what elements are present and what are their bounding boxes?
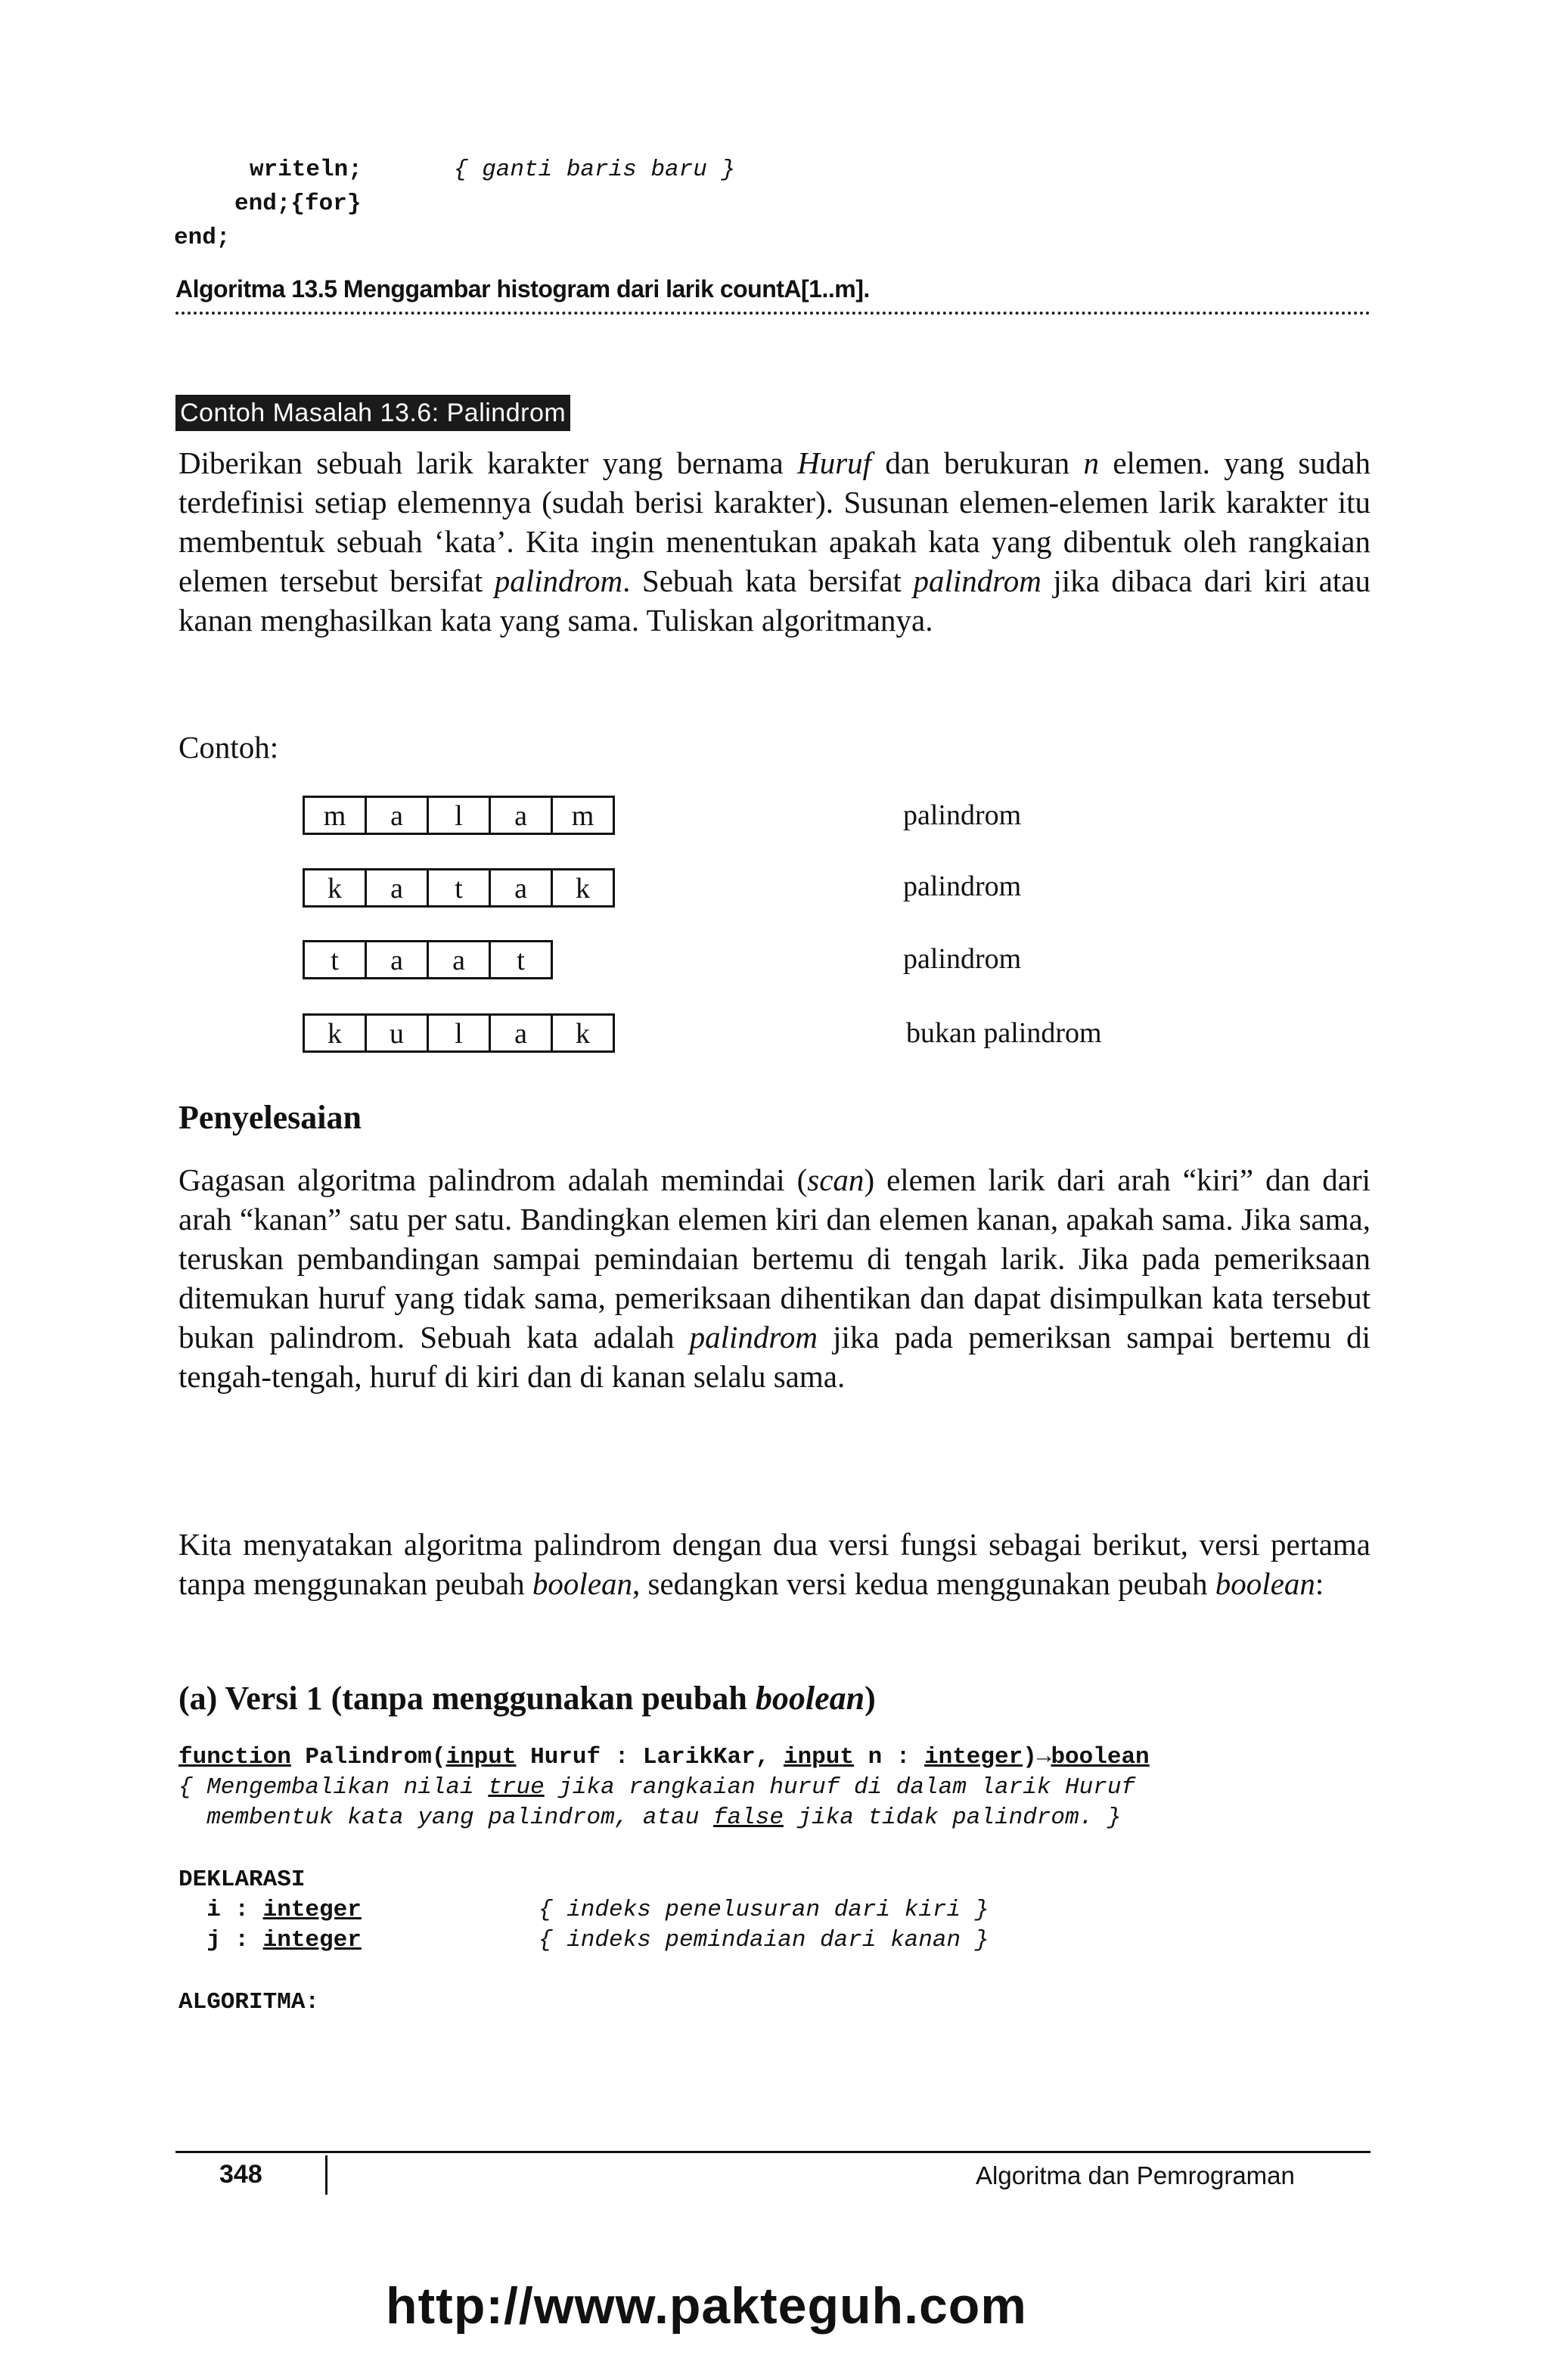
function-signature: function Palindrom(input Huruf : LarikKar, input n : integer)→boolean <box>178 1744 1150 1770</box>
solution-heading: Penyelesaian <box>178 1099 362 1136</box>
letter-cell: m <box>571 800 594 832</box>
letter-cell: l <box>429 1016 491 1050</box>
algoritma-keyword: ALGORITMA: <box>178 1989 320 2015</box>
letter-cell: k <box>305 1016 367 1050</box>
letter-cell: u <box>367 1016 429 1050</box>
website-url: http://www.pakteguh.com <box>386 2277 1027 2335</box>
book-title: Algoritma dan Pemrograman <box>976 2161 1295 2189</box>
letter-cell: a <box>367 870 429 905</box>
letter-cell: t <box>305 942 367 977</box>
declaration-i-comment: { indeks penelusuran dari kiri } <box>539 1897 989 1923</box>
problem-paragraph: Diberikan sebuah larik karakter yang bernama Huruf dan berukuran n elemen. yang sudah terdefinisi setiap elemennya (sudah berisi karakter). Susunan elemen-elemen larik karakter itu membentuk sebuah ‘kata’. Kita ingin menentukan apakah kata yang dibentuk oleh rangkaian elemen tersebut bersifat palindrom. Sebuah kata bersifat palindrom jika dibaca dari kiri atau kanan menghasilkan kata yang sama. Tuliskan algoritmanya. <box>178 445 1371 638</box>
declaration-j: j : integer <box>178 1927 362 1953</box>
code-comment: { ganti baris baru } <box>454 157 736 183</box>
footer-separator <box>325 2155 327 2195</box>
caption-divider <box>175 312 1371 315</box>
letter-cell: m <box>305 798 367 833</box>
example-box-2 <box>303 868 615 908</box>
deklarasi-keyword: DEKLARASI <box>178 1866 306 1893</box>
example-result-3: palindrom <box>903 943 1022 975</box>
page-number: 348 <box>219 2160 262 2189</box>
footer-divider <box>175 2151 1371 2153</box>
letter-cell: k <box>576 873 590 905</box>
example-label: Contoh: <box>178 730 279 765</box>
code-writeln-line: writeln; <box>250 157 362 183</box>
letter-cell: t <box>429 870 491 905</box>
letter-cell: k <box>576 1018 590 1050</box>
versions-paragraph: Kita menyatakan algoritma palindrom dengan dua versi fungsi sebagai berikut, versi pertama tanpa menggunakan peubah boolean, sedangkan versi kedua menggunakan peubah boolean: <box>178 1527 1371 1601</box>
problem-banner: Contoh Masalah 13.6: Palindrom <box>175 395 570 431</box>
letter-cell: a <box>491 1016 553 1050</box>
example-box-1 <box>303 796 615 835</box>
example-result-1: palindrom <box>903 799 1022 831</box>
letter-cell: a <box>491 870 553 905</box>
letter-cell: t <box>517 945 525 976</box>
function-comment-line2: membentuk kata yang palindrom, atau false jika tidak palindrom. } <box>178 1804 1122 1831</box>
letter-cell: a <box>491 798 553 833</box>
letter-cell: l <box>429 798 491 833</box>
figure-caption: Algoritma 13.5 Menggambar histogram dari larik countA[1..m]. <box>175 275 870 303</box>
version1-heading: (a) Versi 1 (tanpa menggunakan peubah boolean) <box>178 1680 876 1717</box>
letter-cell: a <box>367 798 429 833</box>
example-box-3 <box>303 940 553 979</box>
example-box-4 <box>303 1013 615 1053</box>
function-comment-line1: { Mengembalikan nilai true jika rangkaian huruf di dalam larik Huruf <box>178 1774 1136 1801</box>
letter-cell: a <box>367 942 429 977</box>
code-end-for: end;{for} <box>234 191 362 217</box>
letter-cell: k <box>305 870 367 905</box>
example-result-2: palindrom <box>903 870 1022 902</box>
example-result-4: bukan palindrom <box>906 1017 1102 1049</box>
declaration-j-comment: { indeks pemindaian dari kanan } <box>539 1927 989 1953</box>
solution-paragraph: Gagasan algoritma palindrom adalah memindai (scan) elemen larik dari arah “kiri” dan dari arah “kanan” satu per satu. Bandingkan elemen kiri dan elemen kanan, apakah sama. Jika sama, teruskan pembandingan sampai pemindaian bertemu di tengah larik. Jika pada pemeriksaan ditemukan huruf yang tidak sama, pemeriksaan dihentikan dan dapat disimpulkan kata tersebut bukan palindrom. Sebuah kata adalah palindrom jika pada pemeriksan sampai bertemu di tengah-tengah, huruf di kiri dan di kanan selalu sama. <box>178 1162 1371 1394</box>
code-end: end; <box>174 225 231 251</box>
declaration-i: i : integer <box>178 1897 362 1923</box>
letter-cell: a <box>429 942 491 977</box>
